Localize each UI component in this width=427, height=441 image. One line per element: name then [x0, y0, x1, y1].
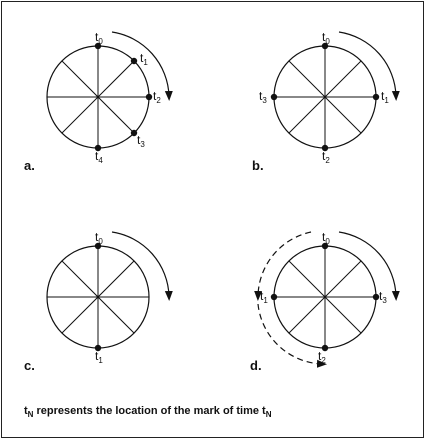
- panel-label-c: c.: [24, 358, 35, 373]
- mark-dot-t2: [322, 345, 328, 351]
- mark-label-t3: $t_3$: [137, 133, 145, 149]
- reverse-rotation-arrow-upper: [258, 232, 311, 296]
- rotation-arrow: [112, 232, 169, 296]
- wheel-spokes: [274, 46, 376, 148]
- mark-dot-t1: [271, 294, 277, 300]
- mark-label-t0: $t_0$: [95, 230, 103, 246]
- mark-dot-t3: [271, 94, 277, 100]
- mark-dot-t1: [131, 58, 137, 64]
- mark-label-t0: $t_0$: [322, 230, 330, 246]
- rotation-arrow: [339, 32, 396, 96]
- mark-label-t2: $t_2$: [153, 89, 161, 105]
- panel-a: [24, 30, 169, 173]
- panel-d: [250, 230, 396, 373]
- panel-label-b: b.: [252, 158, 264, 173]
- mark-label-t2: $t_2$: [318, 349, 326, 365]
- mark-dot-t1: [373, 94, 379, 100]
- mark-label-t1: $t_1$: [381, 89, 389, 105]
- wheel-spokes: [274, 246, 376, 348]
- mark-label-t2: $t_2$: [322, 149, 330, 165]
- panel-label-d: d.: [250, 358, 262, 373]
- panel-c: [24, 230, 169, 373]
- mark-label-t1: $t_1$: [140, 51, 148, 67]
- mark-label-t0: $t_0$: [95, 30, 103, 46]
- mark-label-t3: $t_3$: [259, 89, 267, 105]
- mark-label-t1: $t_1$: [95, 349, 103, 365]
- wheel-spokes: [47, 246, 149, 348]
- panel-label-a: a.: [24, 158, 35, 173]
- mark-label-t4: $t_4$: [95, 149, 103, 165]
- mark-label-t3: $t_3$: [379, 289, 387, 305]
- panel-b: [252, 30, 396, 173]
- mark-label-t0: $t_0$: [322, 30, 330, 46]
- rotation-arrow: [339, 232, 396, 296]
- figure-caption: $t_N$ represents the location of the mark of time $t_N$: [24, 405, 272, 419]
- mark-dot-t2: [146, 94, 152, 100]
- mark-label-t1: $t_1$: [260, 289, 268, 305]
